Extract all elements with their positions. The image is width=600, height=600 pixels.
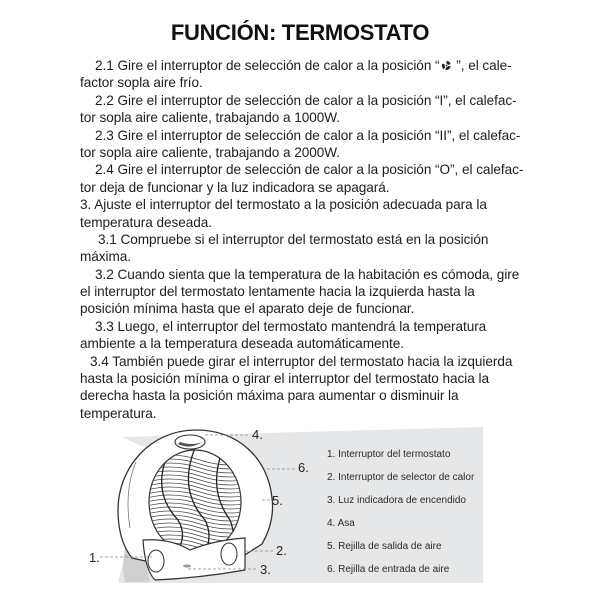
legend-item: 1. Interruptor del termostato [327,449,451,460]
step-2-4-line-1: 2.4 Gire el interruptor de selección de calor a la posición “O”, el calefac- [95,162,524,178]
step-3-3-line-2: ambiente a la temperatura deseada automáticamente. [80,336,404,352]
callout-6: 6. [298,460,309,475]
step-2-1-line-1 [80,57,550,74]
legend-item: 5. Rejilla de salida de aire [327,541,442,552]
legend-item: 3. Luz indicadora de encendido [327,495,466,506]
step-2-1-text-b: ”, el cale- [452,58,512,73]
callout-2: 2. [276,543,287,558]
legend-item: 2. Interruptor de selector de calor [327,472,475,483]
legend-item: 6. Rejilla de entrada de aire [327,564,450,575]
step-3-2-line-2: el interruptor del termostato lentamente hacia la izquierda hasta la [80,284,475,300]
callout-1: 1. [89,550,100,565]
step-3-4-line-4: temperatura. [80,405,157,421]
step-3-2-line-3: posición mínima hasta que el aparato deje de funcionar. [80,301,415,317]
handle [175,435,205,449]
fan-icon [441,60,452,71]
step-2-1-line-2: factor sopla aire frío. [80,75,203,91]
step-3-line-1: 3. Ajuste el interruptor del termostato a la posición adecuada para la [80,197,487,213]
callout-3: 3. [260,562,271,577]
step-2-3-line-1: 2.3 Gire el interruptor de selección de calor a la posición “II”, el calefac- [95,127,521,143]
instructions-text [80,57,550,422]
step-2-3-line-2: tor sopla aire caliente, trabajando a 2000W. [80,144,341,160]
step-2-2-line-1: 2.2 Gire el interruptor de selección de calor a la posición “I”, el calefac- [95,92,517,108]
step-3-1-line-1: 3.1 Compruebe si el interruptor del termostato está en la posición [98,231,489,247]
step-2-4-line-2: tor deja de funcionar y la luz indicadora se apagará. [80,179,390,195]
heater-illustration [0,420,600,600]
callout-5: 5. [272,493,283,508]
parts-legend [327,447,474,585]
step-2-1-text-a: 2.1 Gire el interruptor de selección de calor a la posición “ [95,58,440,73]
legend-item: 4. Asa [327,518,355,529]
step-3-line-2: temperatura deseada. [80,214,213,230]
step-2-2-line-2: tor sopla aire caliente, trabajando a 1000W. [80,110,341,126]
step-3-4-line-1: 3.4 También puede girar el interruptor del termostato hacia la izquierda [90,353,513,369]
step-3-4-line-3: derecha hasta la posición máxima para aumentar o disminuir la [80,388,459,404]
step-3-3-line-1: 3.3 Luego, el interruptor del termostato mantendrá la temperatura [95,318,487,334]
thermostat-knob [148,550,164,572]
page-title: FUNCIÓN: TERMOSTATO [170,20,430,45]
step-3-2-line-1: 3.2 Cuando sienta que la temperatura de la habitación es cómoda, gire [95,266,520,282]
power-indicator-light [183,565,191,568]
heat-selector-knob [221,543,237,565]
heater-diagram [0,420,600,600]
step-3-4-line-2: hasta la posición mínima o girar el interruptor del termostato hacia la [80,371,489,387]
callout-4: 4. [252,427,263,442]
step-3-1-line-2: máxima. [80,249,132,265]
